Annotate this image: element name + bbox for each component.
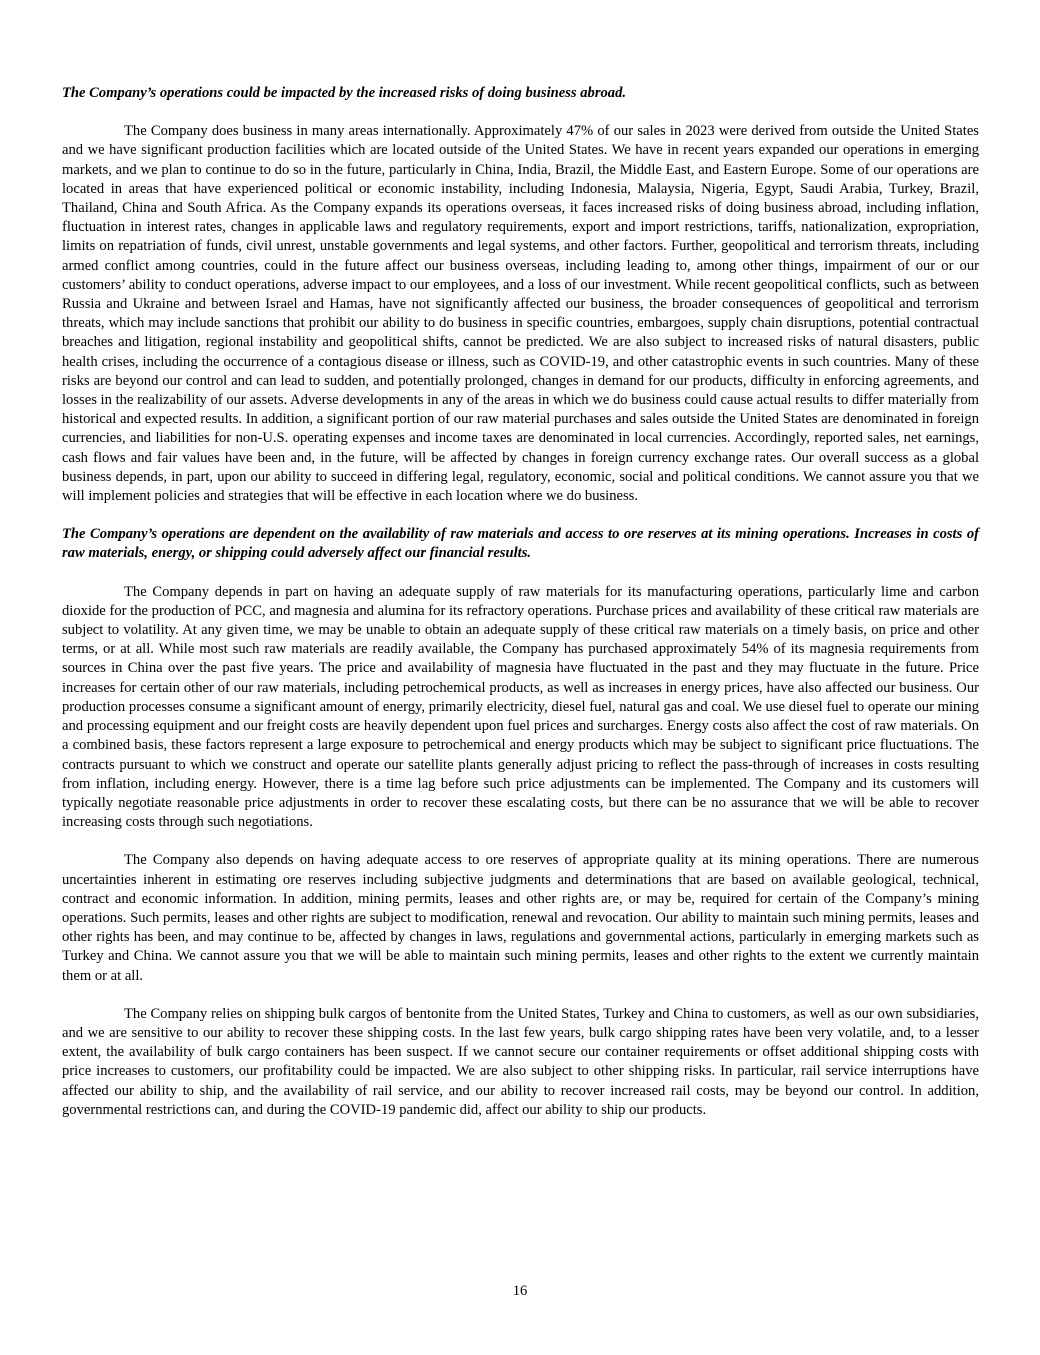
spacer	[62, 506, 979, 525]
spacer	[62, 986, 979, 1005]
section-heading-business-abroad: The Company’s operations could be impacted by the increased risks of doing business abroad.	[62, 85, 627, 101]
page-number: 16	[512, 1283, 528, 1299]
paragraph-ore-reserves: The Company also depends on having adequate access to ore reserves of appropriate quality at its mining operations. There are numerous uncertainties inherent in estimating ore reserves including subjective judgments and determinations that are based on available geological, technical, contract and economic information. In addition, mining permits, leases and other rights are, or may be, required for certain of the Company’s mining operations. Such permits, leases and other rights are subject to modification, renewal and revocation. Our ability to maintain such mining permits, leases and other rights has been, and may continue to be, affected by changes in laws, regulations and governmental actions, particularly in emerging markets such as Turkey and China. We cannot assure you that we will be able to maintain such mining permits, leases and other rights to the extent we currently maintain them or at all.	[62, 852, 979, 984]
spacer	[62, 832, 979, 851]
section-heading-raw-materials: The Company’s operations are dependent on the availability of raw materials and access to ore reserves at its mining operations. Increases in costs of raw materials, energy, or shipping could adversely affect our financial results.	[62, 526, 979, 562]
paragraph-raw-materials-supply: The Company depends in part on having an adequate supply of raw materials for its manufacturing operations, particularly lime and carbon dioxide for the production of PCC, and magnesia and alumina for its refractory operations. Purchase prices and availability of these critical raw materials are subject to volatility. At any given time, we may be unable to obtain an adequate supply of these critical raw materials on a timely basis, on price and other terms, or at all. While most such raw materials are readily available, the Company has purchased approximately 54% of its magnesia requirements from sources in China over the past five years. The price and availability of magnesia have fluctuated in the past and they may fluctuate in the future. Price increases for certain other of our raw materials, including petrochemical products, as well as increases in energy prices, have also affected our business. Our production processes consume a significant amount of energy, primarily electricity, diesel fuel, natural gas and coal. We use diesel fuel to operate our mining and processing equipment and our freight costs are heavily dependent upon fuel prices and surcharges. Energy costs also affect the cost of raw materials. On a combined basis, these factors represent a large exposure to petrochemical and energy products which may be subject to significant price fluctuations. The contracts pursuant to which we construct and operate our satellite plants generally adjust pricing to reflect the pass-through of increases in costs resulting from inflation, including energy. However, there is a time lag before such price adjustments can be implemented. The Company and its customers will typically negotiate reasonable price adjustments in order to recover these escalating costs, but there can be no assurance that we will be able to recover increasing costs through such negotiations.	[62, 583, 979, 831]
paragraph-shipping: The Company relies on shipping bulk cargos of bentonite from the United States, Turkey and China to customers, as well as our own subsidiaries, and we are sensitive to our ability to recover these shipping costs. In the last few years, bulk cargo shipping rates have been very volatile, and, to a lesser extent, the availability of bulk cargo containers has been suspect. If we cannot secure our container requirements or offset additional shipping costs with price increases to customers, our profitability could be impacted. We are also subject to other shipping risks. In particular, rail service interruptions have affected our ability to ship, and the availability of rail service, and our ability to recover increased rail costs, may be beyond our control. In addition, governmental restrictions can, and during the COVID-19 pandemic did, affect our ability to ship our products.	[62, 1005, 979, 1118]
spacer	[62, 564, 979, 583]
paragraph-business-abroad: The Company does business in many areas internationally. Approximately 47% of our sales in 2023 were derived from outside the United States and we have significant production facilities which are located outside of the United States. We have in recent years expanded our operations in emerging markets, and we plan to continue to do so in the future, particularly in China, India, Brazil, the Middle East, and Eastern Europe. Some of our operations are located in areas that have experienced political or economic instability, including Indonesia, Malaysia, Nigeria, Egypt, Saudi Arabia, Turkey, Brazil, Thailand, China and South Africa. As the Company expands its operations overseas, it faces increased risks of doing business abroad, including inflation, fluctuation in interest rates, changes in applicable laws and regulatory requirements, export and import restrictions, tariffs, nationalization, expropriation, limits on repatriation of funds, civil unrest, unstable governments and legal systems, and other factors. Further, geopolitical and terrorism threats, including armed conflict among countries, could in the future affect our business overseas, including leading to, among other things, impairment of our or our customers’ ability to conduct operations, adverse impact to our employees, and a loss of our investment. While recent geopolitical conflicts, such as between Russia and Ukraine and between Israel and Hamas, have not significantly affected our business, the broader consequences of geopolitical and terrorism threats, which may include sanctions that prohibit our ability to do business in specific countries, embargoes, supply chain disruptions, potential contractual breaches and litigation, regional instability and geopolitical shifts, cannot be predicted. We are also subject to increased risks of natural disasters, public health crises, including the occurrence of a contagious disease or illness, such as COVID-19, and other catastrophic events in such countries. Many of these risks are beyond our control and can lead to sudden, and potentially prolonged, changes in demand for our products, difficulty in enforcing agreements, and losses in the realizability of our assets. Adverse developments in any of the areas in which we do business could cause actual results to differ materially from historical and expected results. In addition, a significant portion of our raw material purchases and sales outside the United States are denominated in foreign currencies, and liabilities for non-U.S. operating expenses and income taxes are denominated in local currencies. Accordingly, reported sales, net earnings, cash flows and fair values have been and, in the future, will be affected by changes in foreign currency exchange rates. Our overall success as a global business depends, in part, upon our ability to succeed in differing legal, regulatory, economic, social and political conditions. We cannot assure you that we will implement policies and strategies that will be effective in each location where we do business.	[62, 123, 979, 505]
document-page	[62, 84, 979, 1120]
spacer	[62, 103, 979, 122]
